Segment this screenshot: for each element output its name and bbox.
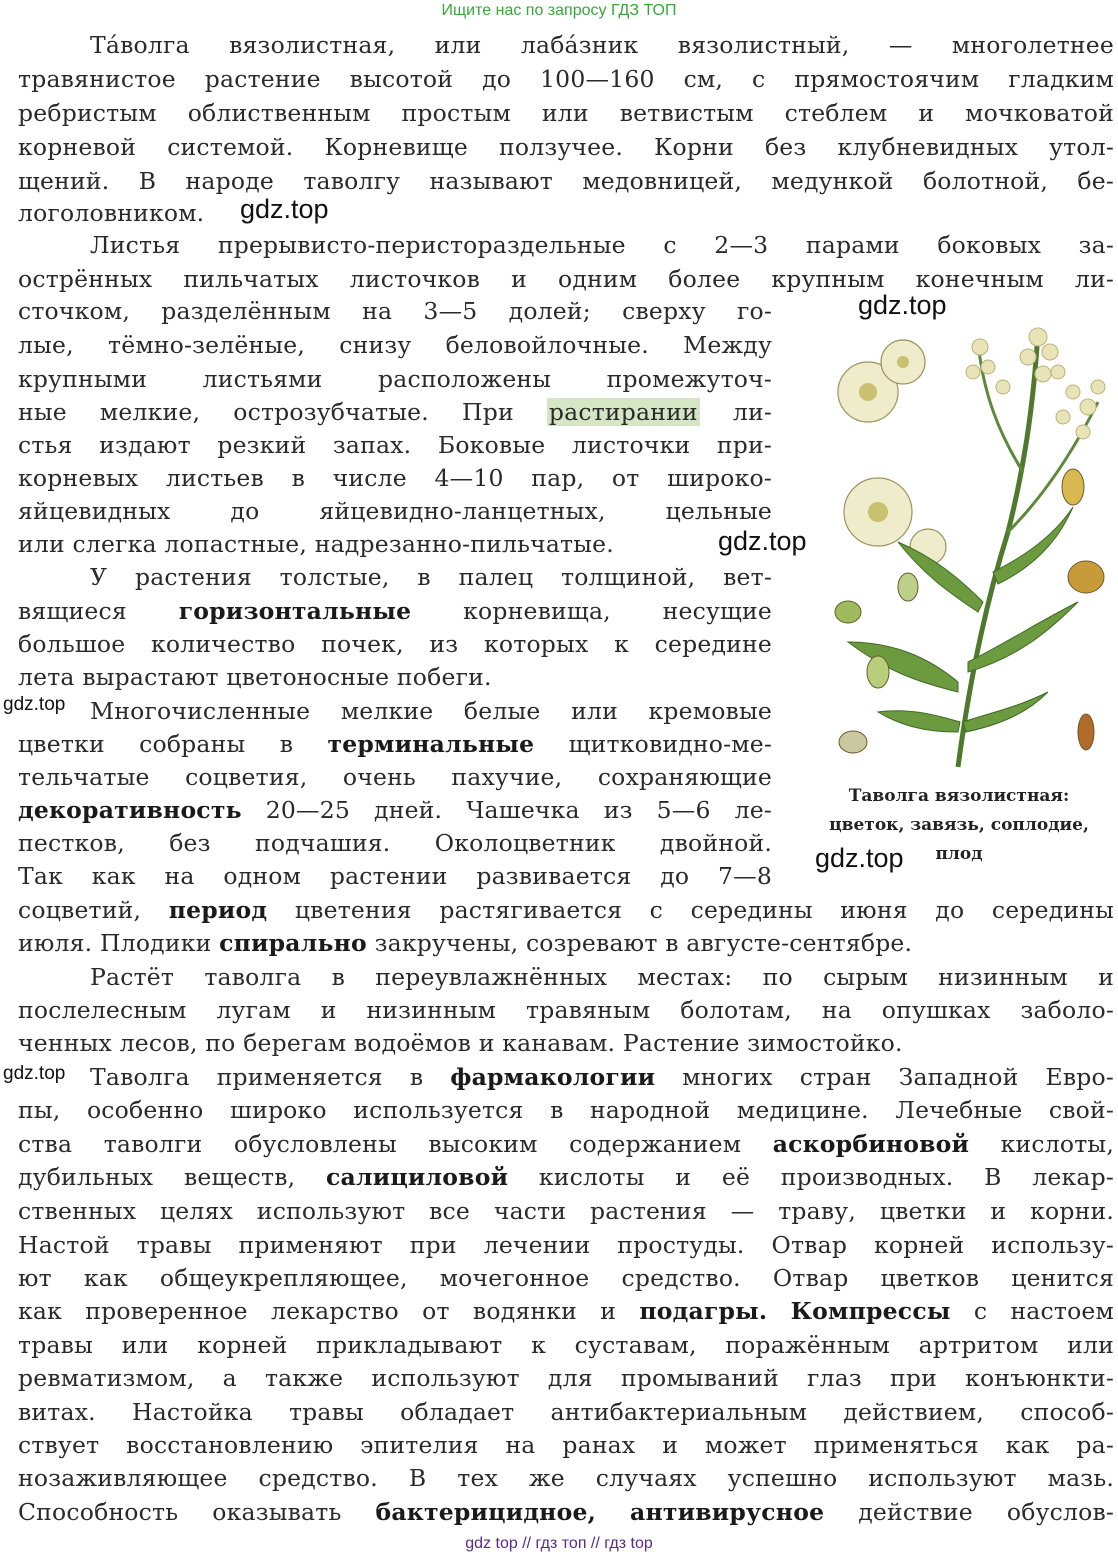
text-line: или слегка лопастные, надрезанно-пильчатые.: [18, 530, 614, 558]
text-line: [18, 793, 772, 827]
caption-line: цветок, завязь, соплодие,: [829, 815, 1089, 835]
text-line: корневой системой. Корневище ползучее. Корни без клубневидных утол-: [18, 133, 1114, 161]
text-line: [18, 1160, 1114, 1194]
text-fragment: с настоем: [973, 1297, 1115, 1325]
text-fragment: цветения растягивается с середины июня до середины: [294, 896, 1114, 924]
text-line: Растёт таволга в переувлажнённых местах: по сырым низинным и: [90, 963, 1114, 991]
text-line: Листья прерывисто-перистораздельные с 2—3 парами боковых за-: [90, 231, 1114, 259]
text-line: ребристым облиственным простым или ветвистым стеблем и мочковатой: [18, 99, 1114, 127]
watermark: gdz.top: [3, 1063, 66, 1084]
text-line: Многочисленные мелкие белые или кремовые: [90, 697, 772, 725]
text-fragment: Таволга применяется в: [90, 1063, 424, 1091]
text-fragment: многих стран Западной Евро-: [682, 1063, 1114, 1091]
text-line: витах. Настойка травы обладает антибактериальным действием, способ-: [18, 1398, 1114, 1426]
text-fragment: дубильных веществ,: [18, 1163, 296, 1191]
text-line: [18, 594, 772, 628]
text-line: Тáволга вязолистная, или лабáзник вязолистный, — многолетнее: [90, 31, 1114, 59]
bold-term: спирально: [219, 929, 367, 957]
text-line: большое количество почек, из которых к середине: [18, 630, 772, 658]
text-line: острённых пильчатых листочков и одним более крупным конечным ли-: [18, 265, 1114, 293]
bold-term: подагры.: [639, 1297, 768, 1325]
text-line: [18, 1127, 1114, 1161]
bold-term: горизонтальные: [178, 597, 412, 625]
watermark: gdz.top: [240, 194, 329, 224]
text-line: [18, 1495, 1114, 1529]
text-fragment: щитковидно-ме-: [568, 730, 772, 758]
text-line: [18, 395, 772, 429]
text-line: сточком, разделённым на 3—5 долей; сверху го-: [18, 297, 772, 325]
text-fragment: ные мелкие, острозубчатые. При: [18, 398, 514, 426]
bold-term: Компрессы: [790, 1297, 951, 1325]
text-line: послелесным лугам и низинным травяным болотам, на опушках заболо-: [18, 996, 1114, 1024]
text-line: лета вырастают цветоносные побеги.: [18, 663, 492, 691]
text-line: травы или корней прикладывают к суставам, поражённым артритом или: [18, 1331, 1114, 1359]
meadowsweet-drawing: [808, 312, 1114, 772]
text-line: ствует восстановлению эпителия на ранах и может применяться как ра-: [18, 1431, 1114, 1459]
text-line: тельчатые соцветия, очень пахучие, сохраняющие: [18, 763, 772, 791]
text-fragment: соцветий,: [18, 896, 142, 924]
bold-term: период: [168, 896, 268, 924]
watermark: gdz.top: [858, 290, 947, 320]
text-fragment: 20—25 дней. Чашечка из 5—6 ле-: [265, 796, 772, 824]
text-fragment: ства таволги обусловлены высоким содержанием: [18, 1130, 742, 1158]
text-fragment: кислоты,: [1000, 1130, 1115, 1158]
text-line: стья издают резкий запах. Боковые листочки при-: [18, 431, 772, 459]
text-fragment: Способность оказывать: [18, 1498, 342, 1526]
text-line: ют как общеукрепляющее, мочегонное средство. Отвар цветков ценится: [18, 1264, 1114, 1292]
text-fragment: действие обуслов-: [858, 1498, 1115, 1526]
text-fragment: закручены, созревают в августе-сентябре.: [374, 929, 913, 957]
bold-term: декоративность: [18, 796, 242, 824]
text-line: травянистое растение высотой до 100—160 см, с прямостоячим гладким: [18, 65, 1114, 93]
text-line: Настой травы применяют при лечении простуды. Отвар корней использу-: [18, 1231, 1114, 1259]
text-line: [18, 727, 772, 761]
text-line: лые, тёмно-зелёные, снизу беловойлочные. Между: [18, 331, 772, 359]
text-line: пы, особенно широко используется в народной медицине. Лечебные свой-: [18, 1096, 1114, 1124]
text-fragment: кислоты и её производных. В лекар-: [538, 1163, 1115, 1191]
bold-term: аскорбиновой: [772, 1130, 970, 1158]
text-line: корневых листьев в числе 4—10 пар, от широко-: [18, 464, 772, 492]
text-line: нозаживляющее средство. В тех же случаях успешно используют мазь.: [18, 1464, 1114, 1492]
text-line: крупными листьями расположены промежуточ-: [18, 365, 772, 393]
text-fragment: как проверенное лекарство от водянки и: [18, 1297, 617, 1325]
text-line: [18, 1060, 1114, 1094]
watermark: gdz.top: [718, 526, 807, 556]
plant-illustration: [808, 312, 1114, 772]
text-line: [18, 1294, 1114, 1328]
text-line: [18, 893, 1114, 927]
bold-term: терминальные: [327, 730, 535, 758]
text-fragment: ли-: [732, 398, 772, 426]
bold-term: антивирусное: [630, 1498, 825, 1526]
text-line: Так как на одном растении развивается до 7—8: [18, 862, 772, 890]
bold-term: фармакологии: [450, 1063, 656, 1091]
text-line: У растения толстые, в палец толщиной, вет-: [90, 563, 772, 591]
bold-term: салициловой: [326, 1163, 509, 1191]
highlighted-term: растирании: [548, 398, 698, 426]
search-banner[interactable]: Ищите нас по запросу ГДЗ ТОП: [441, 2, 677, 19]
text-line: ревматизмом, а также используют для промываний глаз при конъюнкти-: [18, 1364, 1114, 1392]
text-line: [18, 926, 912, 960]
bold-term: бактерицидное,: [375, 1498, 596, 1526]
caption-line: плод: [935, 844, 983, 864]
text-line: пестков, без подчашия. Околоцветник двойной.: [18, 829, 772, 857]
text-fragment: цветки собраны в: [18, 730, 294, 758]
text-line: яйцевидных до яйцевидно-ланцетных, цельные: [18, 497, 772, 525]
text-line: щений. В народе таволгу называют медовницей, медункой болотной, бе-: [18, 167, 1114, 195]
watermark: gdz.top: [815, 843, 904, 873]
text-line: логоловником.: [18, 199, 205, 227]
footer-links[interactable]: gdz top // гдз топ // гдз top: [465, 1535, 653, 1552]
text-fragment: июля. Плодики: [18, 929, 212, 957]
watermark: gdz.top: [3, 694, 66, 715]
text-line: ченных лесов, по берегам водоёмов и канавам. Растение зимостойко.: [18, 1029, 903, 1057]
text-line: ственных целях используют все части растения — траву, цветки и корни.: [18, 1197, 1114, 1225]
text-fragment: вящиеся: [18, 597, 127, 625]
text-fragment: корневища, несущие: [463, 597, 773, 625]
caption-line: Таволга вязолистная:: [848, 786, 1070, 806]
